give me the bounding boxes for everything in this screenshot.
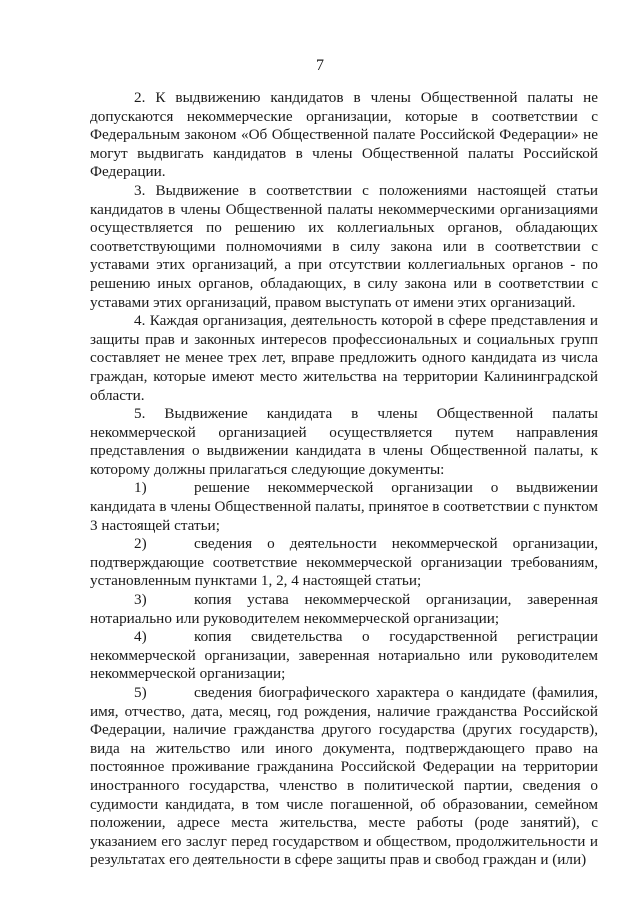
list-item-number: 1) [134,479,147,497]
list-item-number: 3) [134,591,147,609]
paragraph-3: 3. Выдвижение в соответствии с положениями настоящей статьи кандидатов в члены Общественной палаты некоммерческими организациями осуществляется по решению их коллегиальных органов, обладающих соответствующими полномочиями в силу закона или в соответствии с уставами этих организаций, а при отсутствии коллегиальных органов - по решению иных органов, обладающих, в силу закона или в соответствии с уставами этих организаций, правом выступать от имени этих организаций. [90,181,598,311]
page-number: 7 [316,57,324,74]
list-item [90,628,598,684]
paragraph-2: 2. К выдвижению кандидатов в члены Общественной палаты не допускаются некоммерческие организации, которые в соответствии с Федеральным законом «Об Общественной палате Российской Федерации» не могут выдвигать кандидатов в члены Общественной палаты Российской Федерации. [90,89,598,181]
paragraph-5: 5. Выдвижение кандидата в члены Общественной палаты некоммерческой организацией осуществляется путем направления представления о выдвижении кандидата в члены Общественной палаты, к которому должны прилагаться следующие документы: [90,405,598,478]
list-item [90,479,598,535]
list-item-text: решение некоммерческой организации о выдвижении кандидата в члены Общественной палаты, принятое в соответствии с пунктом 3 настоящей статьи; [90,479,598,534]
list-item [90,591,598,628]
list-item-number: 2) [134,535,147,553]
list-item-text: копия устава некоммерческой организации, заверенная нотариально или руководителем некоммерческой организации; [90,591,598,627]
list-item-text: копия свидетельства о государственной регистрации некоммерческой организации, заверенная нотариально или руководителем некоммерческой организации; [90,628,598,683]
list-item [90,684,598,870]
paragraph-4: 4. Каждая организация, деятельность которой в сфере представления и защиты прав и законных интересов профессиональных и социальных групп составляет не менее трех лет, вправе предложить одного кандидата из числа граждан, которые имеют место жительства на территории Калининградской области. [90,312,598,404]
document-body [90,89,598,870]
list-item [90,535,598,591]
list-item-text: сведения о деятельности некоммерческой организации, подтверждающие соответствие некоммерческой организации требованиям, установленным пунктами 1, 2, 4 настоящей статьи; [90,535,598,590]
list-item-text: сведения биографического характера о кандидате (фамилия, имя, отчество, дата, месяц, год рождения, наличие гражданства Российской Федерации, наличие гражданства другого государства (других государств), вида на жительство или иного документа, подтверждающего право на постоянное проживание гражданина Российской Федерации на территории иностранного государства, членство в политической партии, сведения о судимости кандидата, в том числе погашенной, об образовании, семейном положении, адресе места жительства, месте работы (роде занятий), с указанием его заслуг перед государством и обществом, продолжительности и результатах его деятельности в сфере защиты прав и свобод граждан и (или) [90,684,598,869]
list-item-number: 4) [134,628,147,646]
list-item-number: 5) [134,684,147,701]
